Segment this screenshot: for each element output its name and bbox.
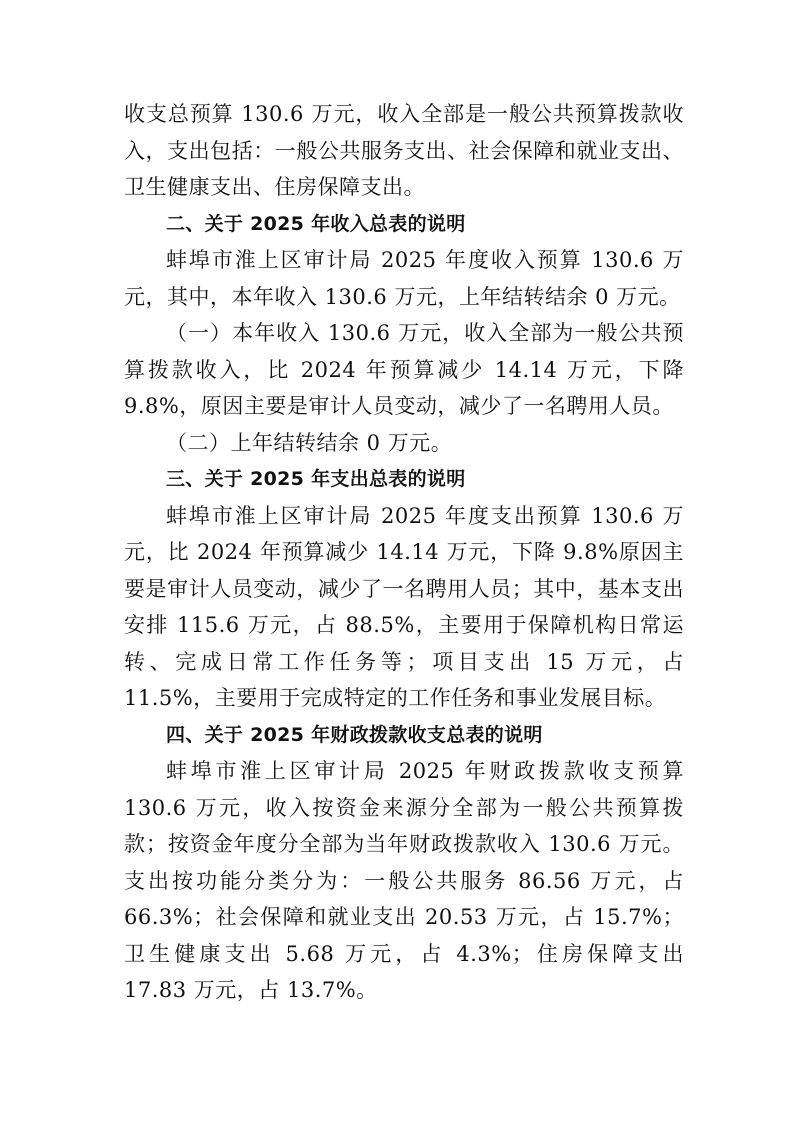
document-body xyxy=(124,96,684,1009)
income-carryover-paragraph: （二）上年结转结余 0 万元。 xyxy=(166,430,453,455)
section-heading-expenditure: 三、关于 2025 年支出总表的说明 xyxy=(166,468,466,490)
income-current-year-paragraph: （一）本年收入 130.6 万元，收入全部为一般公共预算拨款收入，比 2024 年预算减少 14.14 万元，下降 9.8%，原因主要是审计人员变动，减少了一名聘用人员。 xyxy=(124,321,684,418)
section-heading-fiscal-appropriation: 四、关于 2025 年财政拨款收支总表的说明 xyxy=(166,723,543,746)
expenditure-paragraph: 蚌埠市淮上区审计局 2025 年度支出预算 130.6 万元，比 2024 年预算减少 14.14 万元，下降 9.8%原因主要是审计人员变动，减少了一名聘用人员；其中，基本支出安排 115.6 万元，占 88.5%，主要用于保障机构日常运转、完成日常工作任务等；项目支出 15 万元，占 11.5%，主要用于完成特定的工作任务和事业发展目标。 xyxy=(124,503,684,710)
section-heading-income: 二、关于 2025 年收入总表的说明 xyxy=(166,212,466,235)
income-paragraph: 蚌埠市淮上区审计局 2025 年度收入预算 130.6 万元，其中，本年收入 130.6 万元，上年结转结余 0 万元。 xyxy=(124,248,684,309)
fiscal-appropriation-paragraph: 蚌埠市淮上区审计局 2025 年财政拨款收支预算 130.6 万元，收入按资金来源分全部为一般公共预算拨款；按资金年度分全部为当年财政拨款收入 130.6 万元。支出按功能分类分为：一般公共服务 86.56 万元，占 66.3%；社会保障和就业支出 20.53 万元，占 15.7%；卫生健康支出 5.68 万元，占 4.3%；住房保障支出 17.83 万元，占 13.7%。 xyxy=(124,759,684,1002)
continued-paragraph: 收支总预算 130.6 万元，收入全部是一般公共预算拨款收入，支出包括：一般公共服务支出、社会保障和就业支出、卫生健康支出、住房保障支出。 xyxy=(124,102,684,199)
